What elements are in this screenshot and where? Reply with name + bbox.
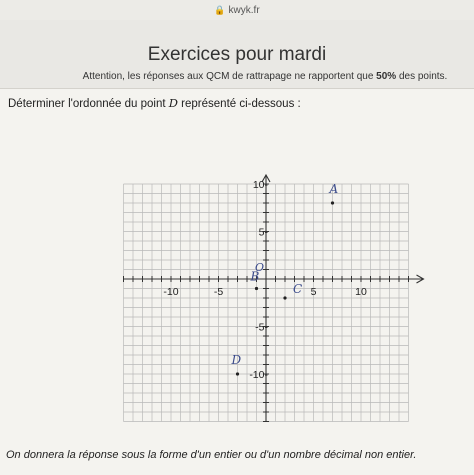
x-tick-label: -10: [163, 286, 179, 298]
point-d: [236, 372, 239, 375]
notice-suffix: des points.: [396, 71, 448, 82]
point-a: [331, 201, 334, 204]
point-label-d: D: [231, 353, 242, 367]
y-tick-label: -5-: [255, 321, 268, 334]
point-c: [283, 296, 286, 299]
question-point: D: [168, 96, 178, 110]
page-title: Exercices pour mardi: [147, 44, 327, 65]
point-b: [255, 287, 258, 290]
point-label-c: C: [293, 282, 303, 296]
y-tick-label: 10-: [252, 179, 268, 191]
answer-hint: On donnera la réponse sous la forme d'un entier ou d'un nombre décimal non entier.: [6, 449, 417, 461]
x-tick-label: -5: [213, 286, 224, 298]
url-text: kwyk.fr: [228, 4, 260, 16]
y-tick-label: -10-: [249, 369, 268, 381]
y-tick-label: 5-: [258, 226, 268, 239]
x-tick-label: 10: [355, 286, 367, 298]
point-label-a: A: [329, 182, 339, 196]
notice-bold: 50%: [376, 71, 397, 82]
origin-label: O: [255, 261, 265, 274]
lock-icon: 🔒: [214, 4, 226, 15]
point-label-b: B: [250, 269, 260, 284]
notice-prefix: Attention, les réponses aux QCM de rattrapage ne rapportent que: [82, 71, 377, 82]
question-suffix: représenté ci-dessous :: [177, 98, 301, 110]
question-prefix: Déterminer l'ordonnée du point: [8, 98, 169, 110]
x-tick-label: 5: [310, 286, 317, 298]
